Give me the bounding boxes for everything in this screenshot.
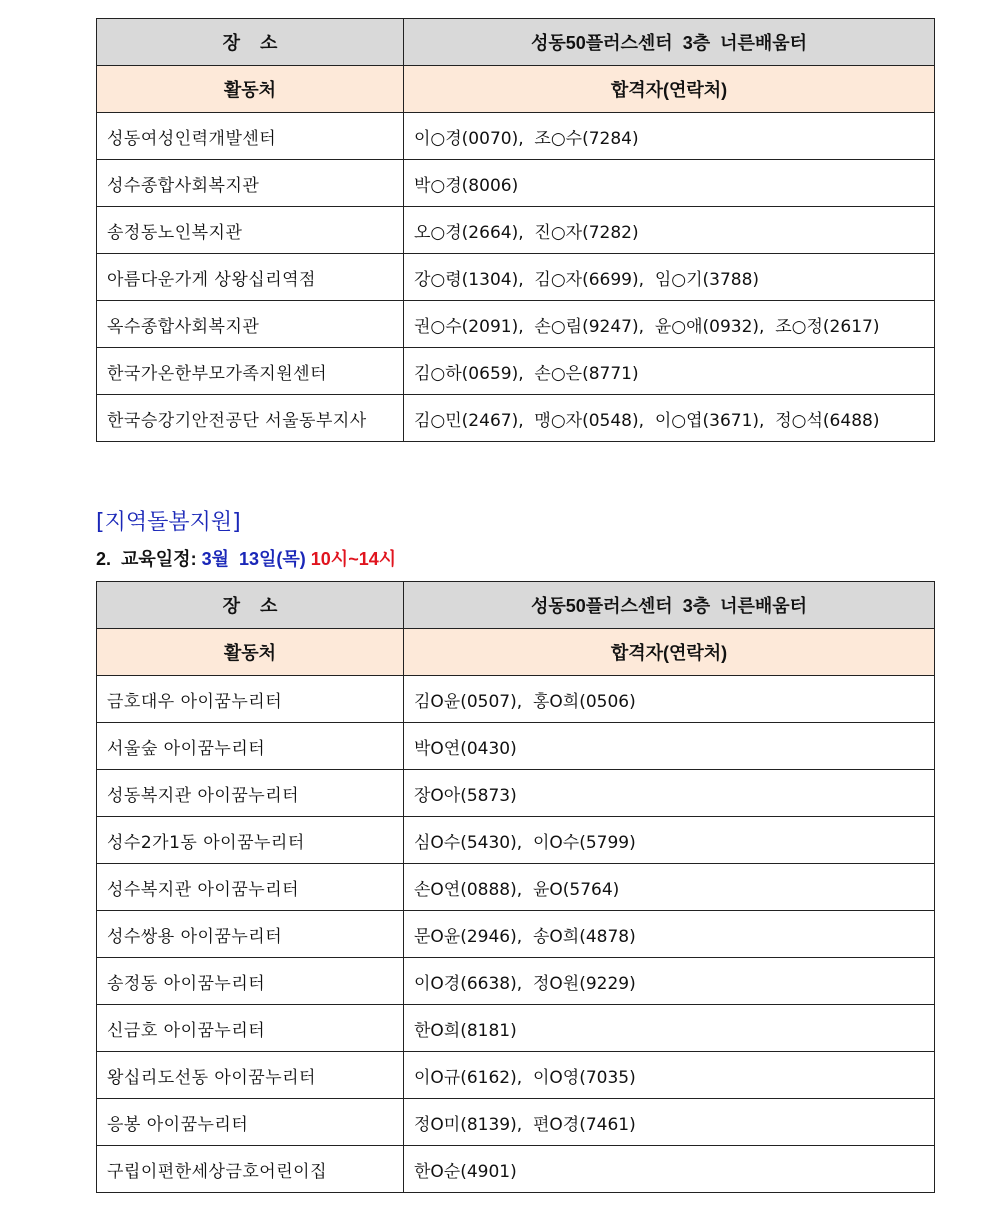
table-row <box>97 1052 935 1099</box>
header-row <box>97 629 935 676</box>
org-cell: 성동복지관 아이꿈누리터 <box>97 770 404 817</box>
schedule-label: 2. 교육일정: <box>96 549 197 569</box>
venue-table-1 <box>96 18 935 442</box>
table-row <box>97 864 935 911</box>
people-cell: 강○령(1304), 김○자(6699), 임○기(3788) <box>404 254 935 301</box>
venue-table-2 <box>96 581 935 1193</box>
org-cell: 한국가온한부모가족지원센터 <box>97 348 404 395</box>
org-cell: 한국승강기안전공단 서울동부지사 <box>97 395 404 442</box>
column-header-org: 활동처 <box>97 66 404 113</box>
people-cell: 김○하(0659), 손○은(8771) <box>404 348 935 395</box>
place-label: 장 소 <box>97 19 404 66</box>
table-row <box>97 1099 935 1146</box>
org-cell: 성수종합사회복지관 <box>97 160 404 207</box>
table-row <box>97 676 935 723</box>
people-cell: 이○경(0070), 조○수(7284) <box>404 113 935 160</box>
schedule-date: 3월 13일(목) <box>201 549 306 569</box>
table-row <box>97 723 935 770</box>
table-row <box>97 1005 935 1052</box>
org-cell: 성수쌍용 아이꿈누리터 <box>97 911 404 958</box>
table-row <box>97 113 935 160</box>
header-row <box>97 66 935 113</box>
column-header-people: 합격자(연락처) <box>404 629 935 676</box>
column-header-org: 활동처 <box>97 629 404 676</box>
people-cell: 이O경(6638), 정O원(9229) <box>404 958 935 1005</box>
org-cell: 응봉 아이꿈누리터 <box>97 1099 404 1146</box>
org-cell: 서울숲 아이꿈누리터 <box>97 723 404 770</box>
people-cell: 권○수(2091), 손○림(9247), 윤○애(0932), 조○정(2617) <box>404 301 935 348</box>
org-cell: 성수복지관 아이꿈누리터 <box>97 864 404 911</box>
people-cell: 이O규(6162), 이O영(7035) <box>404 1052 935 1099</box>
table-row <box>97 395 935 442</box>
org-cell: 금호대우 아이꿈누리터 <box>97 676 404 723</box>
people-cell: 손O연(0888), 윤O(5764) <box>404 864 935 911</box>
table-row <box>97 254 935 301</box>
table-row <box>97 911 935 958</box>
org-cell: 성수2가1동 아이꿈누리터 <box>97 817 404 864</box>
org-cell: 옥수종합사회복지관 <box>97 301 404 348</box>
people-cell: 정O미(8139), 편O경(7461) <box>404 1099 935 1146</box>
schedule-time: 10시~14시 <box>310 549 397 569</box>
table-row <box>97 160 935 207</box>
people-cell: 심O수(5430), 이O수(5799) <box>404 817 935 864</box>
column-header-people: 합격자(연락처) <box>404 66 935 113</box>
people-cell: 장O아(5873) <box>404 770 935 817</box>
people-cell: 오○경(2664), 진○자(7282) <box>404 207 935 254</box>
place-label: 장 소 <box>97 582 404 629</box>
table-row <box>97 348 935 395</box>
place-value: 성동50플러스센터 3층 너른배움터 <box>404 19 935 66</box>
place-row <box>97 582 935 629</box>
people-cell: 문O윤(2946), 송O희(4878) <box>404 911 935 958</box>
org-cell: 구립이편한세상금호어린이집 <box>97 1146 404 1193</box>
table-row <box>97 301 935 348</box>
table-row <box>97 817 935 864</box>
org-cell: 아름다운가게 상왕십리역점 <box>97 254 404 301</box>
people-cell: 김O윤(0507), 홍O희(0506) <box>404 676 935 723</box>
place-value: 성동50플러스센터 3층 너른배움터 <box>404 582 935 629</box>
org-cell: 송정동노인복지관 <box>97 207 404 254</box>
people-cell: 박○경(8006) <box>404 160 935 207</box>
schedule-line <box>96 545 396 571</box>
org-cell: 왕십리도선동 아이꿈누리터 <box>97 1052 404 1099</box>
people-cell: 김○민(2467), 맹○자(0548), 이○엽(3671), 정○석(6488) <box>404 395 935 442</box>
table-row <box>97 1146 935 1193</box>
org-cell: 신금호 아이꿈누리터 <box>97 1005 404 1052</box>
people-cell: 한O순(4901) <box>404 1146 935 1193</box>
table-row <box>97 958 935 1005</box>
section-title: [지역돌봄지원] <box>96 510 241 535</box>
org-cell: 성동여성인력개발센터 <box>97 113 404 160</box>
table-row <box>97 770 935 817</box>
table-row <box>97 207 935 254</box>
org-cell: 송정동 아이꿈누리터 <box>97 958 404 1005</box>
people-cell: 박O연(0430) <box>404 723 935 770</box>
place-row <box>97 19 935 66</box>
people-cell: 한O희(8181) <box>404 1005 935 1052</box>
